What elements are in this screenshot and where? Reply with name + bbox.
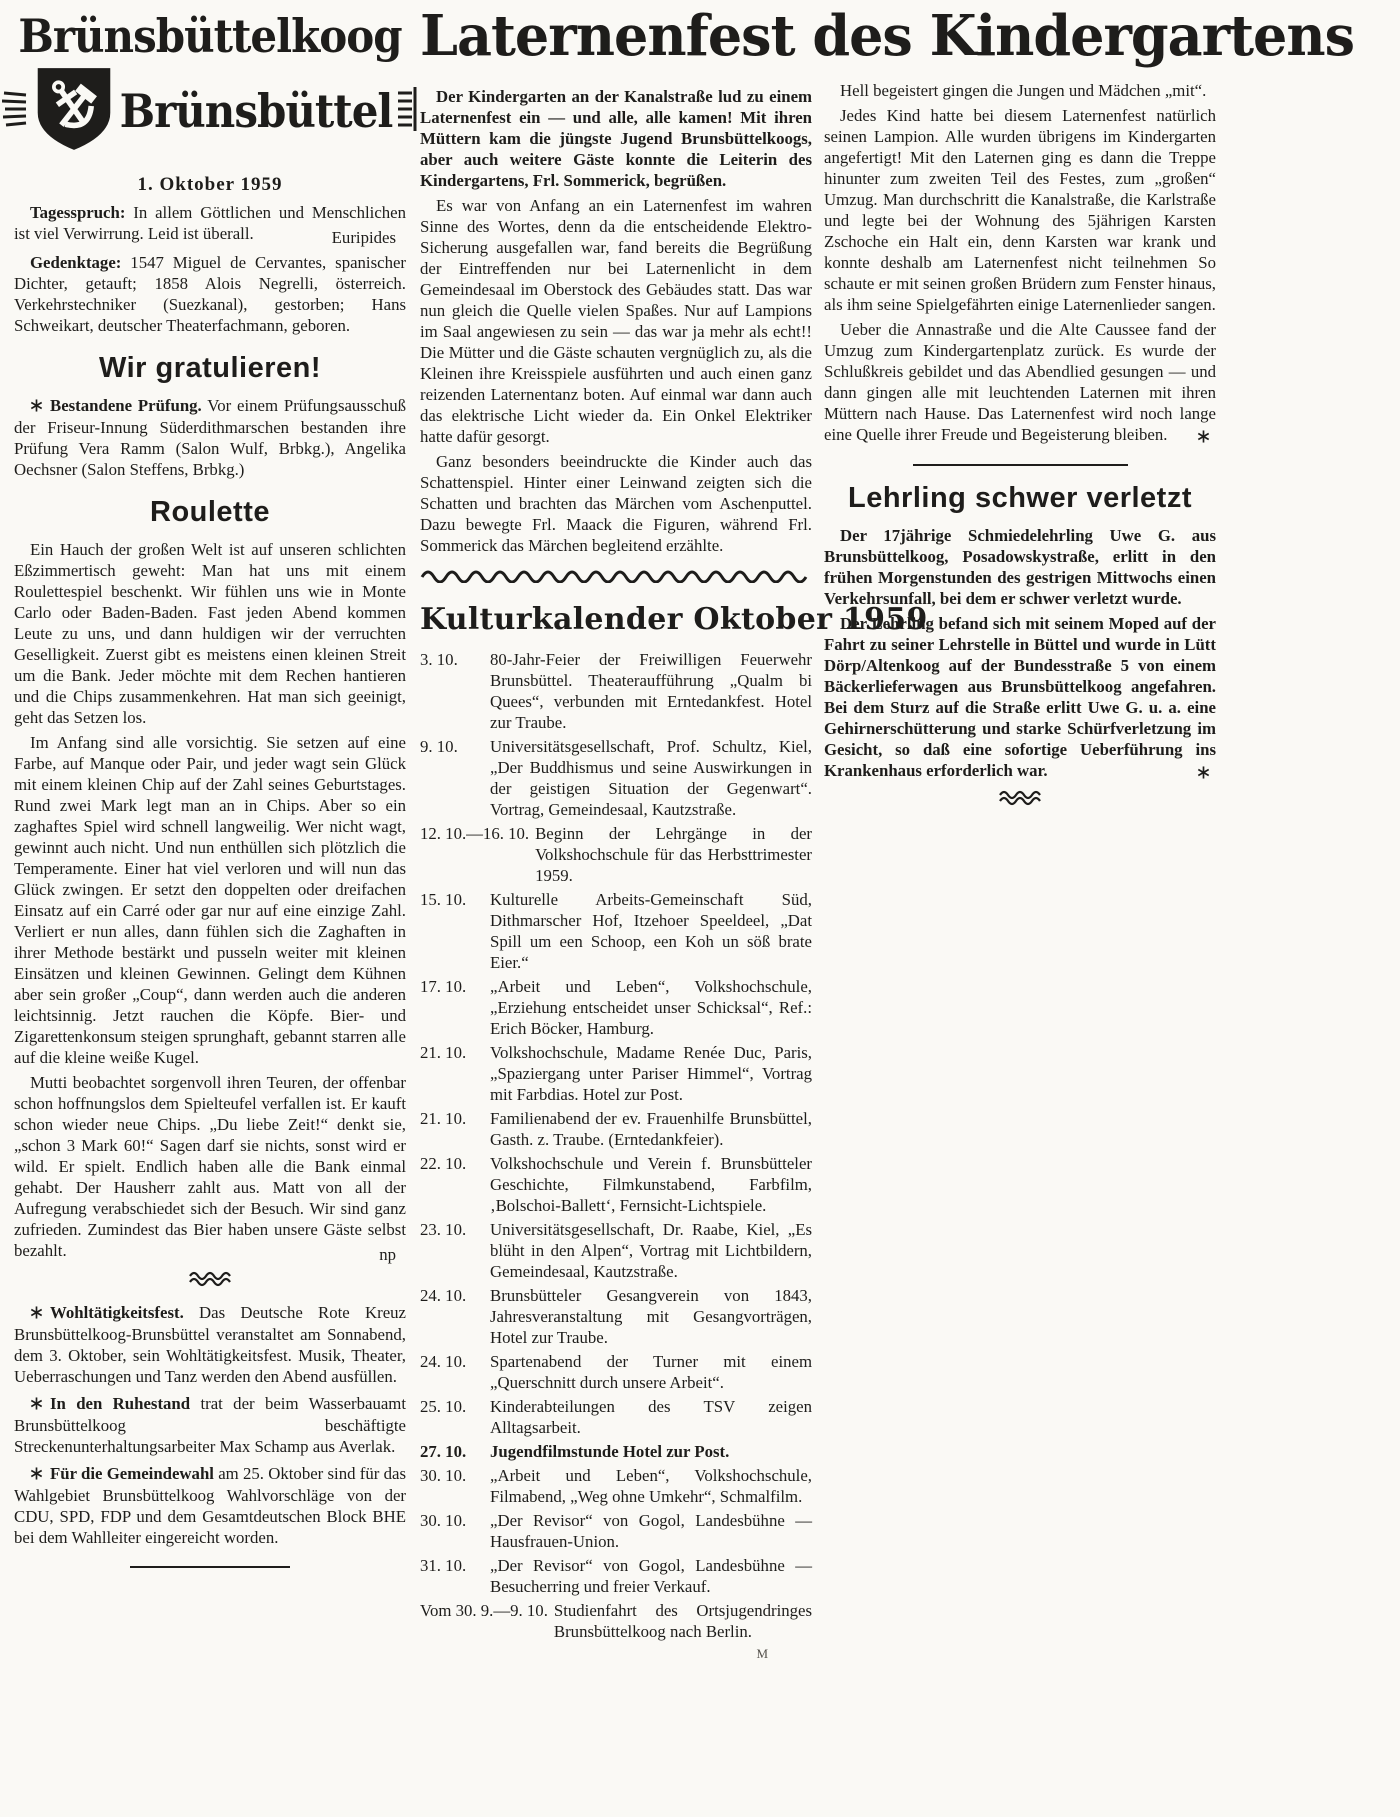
notice-text: am 25. Oktober sind für das Wahlgebiet Brunsbüttelkoog Wahlvorschläge von der CDU, SPD, FDP und dem Gesamtdeutschen Block BHE bei dem Wahlleiter eingereicht worden. bbox=[14, 1464, 406, 1548]
lehrling-heading: Lehrling schwer verletzt bbox=[848, 482, 1192, 514]
article-paragraph: Ganz besonders beeindruckte die Kinder auch das Schattenspiel. Hinter einer Leinwand zeigten sich die Schatten und brachten das Märchen vom Aschenputtel. Dazu bewegte Frl. Maack die Figuren, während Frl. Sommerick das Märchen begleitend erzählte. bbox=[420, 452, 812, 555]
column-end-rule bbox=[130, 1566, 290, 1568]
calendar-date: 22. 10. bbox=[420, 1154, 467, 1173]
calendar-text: Universitätsgesellschaft, Prof. Schultz, Kiel, „Der Buddhismus und seine Auswirkungen in der geistigen Situation der Gegenwart“. Vortrag, Gemeindesaal, Kautzstraße. bbox=[490, 737, 812, 819]
article-paragraph: Jedes Kind hatte bei diesem Laternenfest natürlich seinen Lampion. Alle wurden übrigens im Kindergarten angefertigt! Mit den Laternen ging es dann die Treppe hinunter zum zweiten Teil des Festes, zum „großen“ Umzug. Man durchschritt die Kanalstraße, die Karlstraße und legte bei der Wohnung des 5jährigen Karsten Zschoche ein Halt ein, denn Karsten war krank und konnte deshalb am Laternenfest nicht teilnehmen So schaute er mit seinen großen Brüdern zum Fenster hinaus, als ihm seine Spielgefährten einige Laternenlieder sangen. bbox=[824, 106, 1216, 314]
middle-column bbox=[420, 86, 928, 1662]
calendar-item bbox=[420, 649, 812, 733]
calendar-text: Kinderabteilungen des TSV zeigen Alltagsarbeit. bbox=[490, 1397, 812, 1437]
calendar-item bbox=[420, 889, 812, 973]
rope-divider-icon bbox=[420, 570, 812, 588]
calendar-item bbox=[420, 823, 812, 886]
notice-label: Wohltätigkeitsfest. bbox=[50, 1303, 184, 1323]
left-column bbox=[14, 10, 407, 1568]
gratulieren-item bbox=[14, 395, 406, 480]
roulette-paragraph: Ein Hauch der großen Welt ist auf unseren schlichten Eßzimmertisch geweht: Man hat uns mit einem Roulettespiel beschenkt. Wir fühlen uns wie in Monte Carlo oder Baden-Baden. Fast jeden Abend kommen Leute zu uns, und dann huldigen wir der verruchten Geselligkeit. Zuerst gibt es meistens einen kleinen Streit um die Bank. Jeder möchte mit dem Rechen hantieren und die Chips zusammenkehren. Hat man sich geeinigt, geht das Setzen los. bbox=[14, 540, 406, 728]
calendar-text: Jugendfilmstunde Hotel zur Post. bbox=[490, 1442, 730, 1461]
notice-label: In den Ruhestand bbox=[50, 1394, 191, 1414]
calendar-text: Kulturelle Arbeits-Gemeinschaft Süd, Dithmarscher Hof, Itzehoer Speeldeel, „Dat Spill um een Schoop, een Koh un söß brate Eier.“ bbox=[490, 890, 812, 972]
calendar-item bbox=[420, 1285, 812, 1348]
notice-text: Das Deutsche Rote Kreuz Brunsbüttelkoog-Brunsbüttel veranstaltet am Sonnabend, dem 3. Oktober, sein Wohltätigkeitsfest. Musik, Theater, Ueberraschungen und Tanz werden den Abend ausfüllen. bbox=[14, 1303, 406, 1387]
page-mark: M bbox=[756, 1646, 768, 1661]
calendar-item bbox=[420, 976, 812, 1039]
gratulieren-item-text: Vor einem Prüfungsausschuß der Friseur-Innung Süderdithmarschen bestanden ihre Prüfung Vera Ramm (Salon Wulf, Brbkg.), Angelika Oechsner (Salon Steffens, Brbkg.) bbox=[14, 396, 406, 480]
calendar-date: 3. 10. bbox=[420, 650, 458, 669]
star-icon bbox=[30, 1395, 43, 1414]
roulette-paragraph: Im Anfang sind alle vorsichtig. Sie setzen auf eine Farbe, auf Manque oder Pair, und jeder wagt sein Glück mit einem kleinen Chip auf der Zahl seines Geburtstages. Rund zwei Mark legt man an in Chips. Aber so ein zaghaftes Spiel wird schnell langweilig. Wer nicht wagt, gewinnt auch nicht. Und nun enthüllen sich plötzlich die Temperamente. Einer hat viel verloren und will nun das Glück zwingen. Er setzt den doppelten oder dreifachen Einsatz auf ein Carré oder gar nur auf eine einzige Zahl. Verliert er nun alles, dann fühlen sich die Zaghaften in ihrer Methode bestärkt und pusseln weiter mit kleinen Einsätzen und kleinen Gewinnen. Gelingt dem Kühnen aber sein großer „Coup“, dann werden auch die anderen leichtsinnig. Jetzt rauchen die Köpfe. Bier- und Zigarettenkonsum steigen sprunghaft, gebannt starren alle auf die kleine weiße Kugel. bbox=[14, 733, 406, 1068]
right-column bbox=[824, 80, 1216, 821]
calendar-date: 9. 10. bbox=[420, 737, 458, 756]
article-lead: Der Kindergarten an der Kanalstraße lud zu einem Laternenfest ein — und alle, alle kamen! Mit ihren Müttern kam die jüngste Jugend Brunsbüttelkoogs, aber auch weitere Gäste konnte die Leiterin des Kindergartens, Frl. Sommerick, begrüßen. bbox=[420, 87, 812, 190]
squiggle-divider-icon bbox=[824, 790, 1216, 811]
star-icon bbox=[30, 397, 43, 416]
gedenktage-label: Gedenktage: bbox=[30, 253, 122, 273]
calendar-item bbox=[420, 1600, 812, 1642]
kulturkalender-list bbox=[420, 649, 812, 1642]
calendar-date: 23. 10. bbox=[420, 1220, 467, 1239]
calendar-item bbox=[420, 736, 812, 820]
masthead-date: 1. Oktober 1959 bbox=[137, 174, 283, 196]
calendar-date: 31. 10. bbox=[420, 1556, 467, 1575]
roulette-paragraph: Mutti beobachtet sorgenvoll ihren Teuren, der offenbar schon hoffnungslos dem Spielteufel verfallen ist. Er kauft schon wieder neue Chips. „Du liebe Zeit!“ denkt sie, „schon 3 Mark 60!“ Sagen darf sie nichts, sonst wird er wild. Er spielt. Endlich haben alle die Bank einmal gehabt. Der Hausherr zahlt aus. Matt von all der Aufregung verabschiedet sich der Besuch. Wir sind ganz zufrieden. Zumindest das Bier haben unsere Gäste selbst bezahlt. bbox=[14, 1073, 406, 1261]
notice-item bbox=[14, 1393, 406, 1457]
lehrling-paragraph: Der 17jährige Schmiedelehrling Uwe G. aus Brunsbüttelkoog, Posadowskystraße, erlitt in den frühen Morgenstunden des gestrigen Mittwochs einen Verkehrsunfall, bei dem er schwer verletzt wurde. bbox=[824, 526, 1216, 608]
gratulieren-heading: Wir gratulieren! bbox=[98, 352, 322, 385]
gedenktage-text: 1547 Miguel de Cervantes, spanischer Dichter, getauft; 1858 Alois Negrelli, österreich. Verkehrstechniker (Suezkanal), gestorben; Hans Schweikart, deutscher Theaterfachmann, geboren. bbox=[14, 253, 406, 336]
article-paragraph: Ueber die Annastraße und die Alte Caussee fand der Umzug zum Kindergartenplatz zurück. Es wurde der Schlußkreis gebildet und das Abendlied gesungen — und dann gingen alle mit leuchtenden Laternen mit ihren Müttern nach Hause. Das Laternenfest wird noch lange eine Quelle ihrer Freude und Begeisterung bleiben. bbox=[824, 320, 1216, 444]
calendar-text: Spartenabend der Turner mit einem „Querschnitt durch unsere Arbeit“. bbox=[490, 1352, 812, 1392]
calendar-date: 25. 10. bbox=[420, 1397, 467, 1416]
calendar-text: „Arbeit und Leben“, Volkshochschule, Filmabend, „Weg ohne Umkehr“, Schmalfilm. bbox=[490, 1466, 812, 1506]
calendar-date: 27. 10. bbox=[420, 1442, 467, 1461]
main-headline: Laternenfest des Kindergartens bbox=[420, 1, 1355, 69]
calendar-text: Volkshochschule und Verein f. Brunsbütteler Geschichte, Filmkunstabend, Farbfilm, ‚Bolschoi-Ballett‘, Fernsicht-Lichtspiele. bbox=[490, 1154, 812, 1215]
author-initials: np bbox=[379, 1245, 396, 1265]
calendar-text: Studienfahrt des Ortsjugendringes Brunsbüttelkoog nach Berlin. bbox=[553, 1601, 812, 1641]
gedenktage-paragraph bbox=[14, 252, 406, 336]
calendar-text: Volkshochschule, Madame Renée Duc, Paris, „Spaziergang unter Pariser Himmel“, Vortrag mit Farbdias. Hotel zur Post. bbox=[490, 1043, 812, 1104]
calendar-item bbox=[420, 1465, 812, 1507]
calendar-item bbox=[420, 1153, 812, 1216]
lehrling-paragraph: Der Lehrling befand sich mit seinem Moped auf der Fahrt zu seiner Lehrstelle in Büttel und wurde in Lütt Dörp/Altenkoog auf der Bundesstraße 5 von einem Bäckerlieferwagen aus Brunsbüttelkoog angefahren. Bei dem Sturz auf die Straße erlitt Uwe G. u. a. eine Gehirnerschütterung und starke Schürfverletzung im Gesicht, so daß eine sofortige Ueberführung ins Krankenhaus erforderlich war. bbox=[824, 614, 1216, 780]
calendar-date: 30. 10. bbox=[420, 1511, 467, 1530]
calendar-item bbox=[420, 1042, 812, 1105]
calendar-text: 80-Jahr-Feier der Freiwilligen Feuerwehr Brunsbüttel. Theateraufführung „Qualm bi Quees“, verbunden mit Erntedankfest. Hotel zur Traube. bbox=[490, 650, 812, 732]
calendar-date: 15. 10. bbox=[420, 890, 467, 909]
kulturkalender-heading: Kulturkalender Oktober 1959 bbox=[420, 602, 928, 637]
tagesspruch-label: Tagesspruch: bbox=[30, 203, 126, 223]
calendar-date: 24. 10. bbox=[420, 1352, 467, 1371]
fringe-right-icon bbox=[398, 85, 418, 138]
calendar-text: Beginn der Lehrgänge in der Volkshochschule für das Herbsttrimester 1959. bbox=[535, 824, 812, 885]
tagesspruch-author: Euripides bbox=[331, 228, 396, 248]
star-icon bbox=[30, 1304, 43, 1323]
calendar-date: 12. 10.—16. 10. bbox=[420, 824, 530, 843]
notice-item bbox=[14, 1463, 406, 1548]
calendar-date: 21. 10. bbox=[420, 1109, 467, 1128]
article-separator-rule bbox=[913, 464, 1128, 466]
article-paragraph: Es war von Anfang an ein Laternenfest im wahren Sinne des Wortes, denn da die entscheidende Elektro-Sicherung ausgefallen war, fand bereits die Begrüßung der Eintreffenden nur bei Laternenlicht in dem Gemeindesaal im Oberstock des Gebäudes statt. Das war nun gleich die Quelle vielen Spaßes. Nur auf Lampions im Saal angewiesen zu sein — das war ja mehr als echt!! Die Mütter und die Gäste schauten vergnüglich zu, als die Kleinen ihre Kreisspiele ausführten und auch einen ganz reizenden Laternentanz boten. Auf einmal war dann auch das elektrische Licht wieder da. Ein Onkel Elektriker hatte dafür gesorgt. bbox=[420, 196, 812, 446]
calendar-text: „Der Revisor“ von Gogol, Landesbühne — Besucherring und freier Verkauf. bbox=[490, 1556, 812, 1596]
calendar-date: 24. 10. bbox=[420, 1286, 467, 1305]
calendar-text: Universitätsgesellschaft, Dr. Raabe, Kiel, „Es blüht in den Alpen“, Vortrag mit Lichtbildern, Gemeindesaal, Kautzstraße. bbox=[490, 1220, 812, 1281]
coat-of-arms-icon bbox=[34, 63, 114, 160]
squiggle-divider-icon bbox=[14, 1271, 406, 1292]
calendar-date: 21. 10. bbox=[420, 1043, 467, 1062]
roulette-heading: Roulette bbox=[150, 496, 270, 529]
masthead-title-line1: Brünsbüttelkoog bbox=[18, 10, 402, 63]
calendar-text: Familienabend der ev. Frauenhilfe Brunsbüttel, Gasth. z. Traube. (Erntedankfeier). bbox=[490, 1109, 812, 1149]
calendar-date: Vom 30. 9.—9. 10. bbox=[420, 1601, 548, 1620]
gratulieren-item-label: Bestandene Prüfung. bbox=[50, 396, 202, 416]
star-icon bbox=[30, 1465, 43, 1484]
calendar-item bbox=[420, 1396, 812, 1438]
calendar-item bbox=[420, 1555, 812, 1597]
calendar-text: „Der Revisor“ von Gogol, Landesbühne — Hausfrauen-Union. bbox=[490, 1511, 812, 1551]
masthead bbox=[14, 10, 406, 196]
calendar-item bbox=[420, 1510, 812, 1552]
masthead-title-line2: Brünsbüttel bbox=[119, 85, 393, 139]
tagesspruch-text: In allem Göttlichen und Menschlichen ist viel Verwirrung. Leid ist überall. bbox=[14, 203, 406, 244]
calendar-item bbox=[420, 1219, 812, 1282]
calendar-item bbox=[420, 1108, 812, 1150]
calendar-item bbox=[420, 1441, 812, 1462]
calendar-text: „Arbeit und Leben“, Volkshochschule, „Erziehung entscheidet unser Schicksal“, Ref.: Erich Böcker, Hamburg. bbox=[490, 977, 812, 1038]
fringe-left-icon bbox=[2, 87, 28, 136]
calendar-item bbox=[420, 1351, 812, 1393]
calendar-date: 30. 10. bbox=[420, 1466, 467, 1485]
masthead-title-line2-row bbox=[14, 63, 406, 160]
calendar-date: 17. 10. bbox=[420, 977, 467, 996]
notice-label: Für die Gemeindewahl bbox=[50, 1464, 214, 1484]
calendar-text: Brunsbütteler Gesangverein von 1843, Jahresveranstaltung mit Gesangvorträgen, Hotel zur Traube. bbox=[490, 1286, 812, 1347]
notice-text: trat der beim Wasserbauamt Brunsbüttelkoog beschäftigte Streckenunterhaltungsarbeiter Max Schamp aus Averlak. bbox=[14, 1394, 407, 1457]
article-paragraph: Hell begeistert gingen die Jungen und Mädchen „mit“. bbox=[840, 81, 1207, 100]
notice-item bbox=[14, 1302, 406, 1387]
